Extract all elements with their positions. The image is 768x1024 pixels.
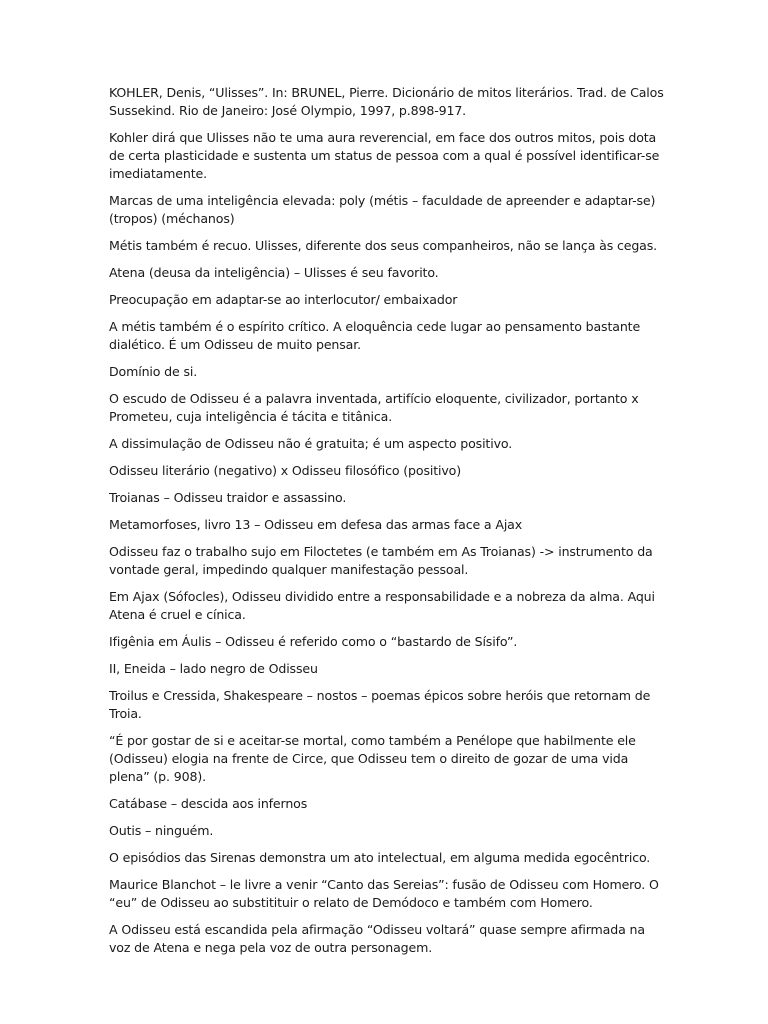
note-paragraph: A métis também é o espírito crítico. A eloquência cede lugar ao pensamento bastante dialético. É um Odisseu de muito pensar. [109,319,641,352]
bibliographic-reference: KOHLER, Denis, “Ulisses”. In: BRUNEL, Pierre. Dicionário de mitos literários. Trad. de Calos Sussekind. Rio de Janeiro: José Olympio, 1997, p.898-917. [109,85,664,118]
note-paragraph: Maurice Blanchot – le livre a venir “Canto das Sereias”: fusão de Odisseu com Homero. O “eu” de Odisseu ao substitituir o relato de Demódoco e também com Homero. [109,877,659,910]
note-paragraph: Odisseu faz o trabalho sujo em Filoctetes (e também em As Troianas) -> instrumento da vontade geral, impedindo qualquer manifestação pessoal. [109,544,653,577]
note-paragraph: Troilus e Cressida, Shakespeare – nostos – poemas épicos sobre heróis que retornam de Troia. [109,688,651,721]
note-paragraph: Domínio de si. [109,364,198,379]
document-page [109,84,664,966]
quote-paragraph: “É por gostar de si e aceitar-se mortal, como também a Penélope que habilmente ele (Odisseu) elogia na frente de Circe, que Odisseu tem o direito de gozar de uma vida plena” (p. 908). [109,733,636,784]
note-paragraph: A dissimulação de Odisseu não é gratuita; é um aspecto positivo. [109,436,513,451]
note-paragraph: Em Ajax (Sófocles), Odisseu dividido entre a responsabilidade e a nobreza da alma. Aqui Atena é cruel e cínica. [109,589,655,622]
note-paragraph: Métis também é recuo. Ulisses, diferente dos seus companheiros, não se lança às cegas. [109,238,658,253]
note-paragraph: Metamorfoses, livro 13 – Odisseu em defesa das armas face a Ajax [109,517,523,532]
note-paragraph: Atena (deusa da inteligência) – Ulisses é seu favorito. [109,265,439,280]
note-paragraph: II, Eneida – lado negro de Odisseu [109,661,318,676]
note-paragraph: O episódios das Sirenas demonstra um ato intelectual, em alguma medida egocêntrico. [109,850,651,865]
note-paragraph: Catábase – descida aos infernos [109,796,308,811]
note-paragraph: Outis – ninguém. [109,823,214,838]
note-paragraph: Odisseu literário (negativo) x Odisseu filosófico (positivo) [109,463,461,478]
note-paragraph: A Odisseu está escandida pela afirmação “Odisseu voltará” quase sempre afirmada na voz de Atena e nega pela voz de outra personagem. [109,922,645,955]
note-paragraph: Ifigênia em Áulis – Odisseu é referido como o “bastardo de Sísifo”. [109,634,518,649]
note-paragraph: Marcas de uma inteligência elevada: poly (métis – faculdade de apreender e adaptar-se) (tropos) (méchanos) [109,193,656,226]
note-paragraph: Troianas – Odisseu traidor e assassino. [109,490,347,505]
note-paragraph: Preocupação em adaptar-se ao interlocutor/ embaixador [109,292,458,307]
note-paragraph: Kohler dirá que Ulisses não te uma aura reverencial, em face dos outros mitos, pois dota de certa plasticidade e sustenta um status de pessoa com a qual é possível identificar-se imediatamente. [109,130,660,181]
note-paragraph: O escudo de Odisseu é a palavra inventada, artifício eloquente, civilizador, portanto x Prometeu, cuja inteligência é tácita e titânica. [109,391,639,424]
